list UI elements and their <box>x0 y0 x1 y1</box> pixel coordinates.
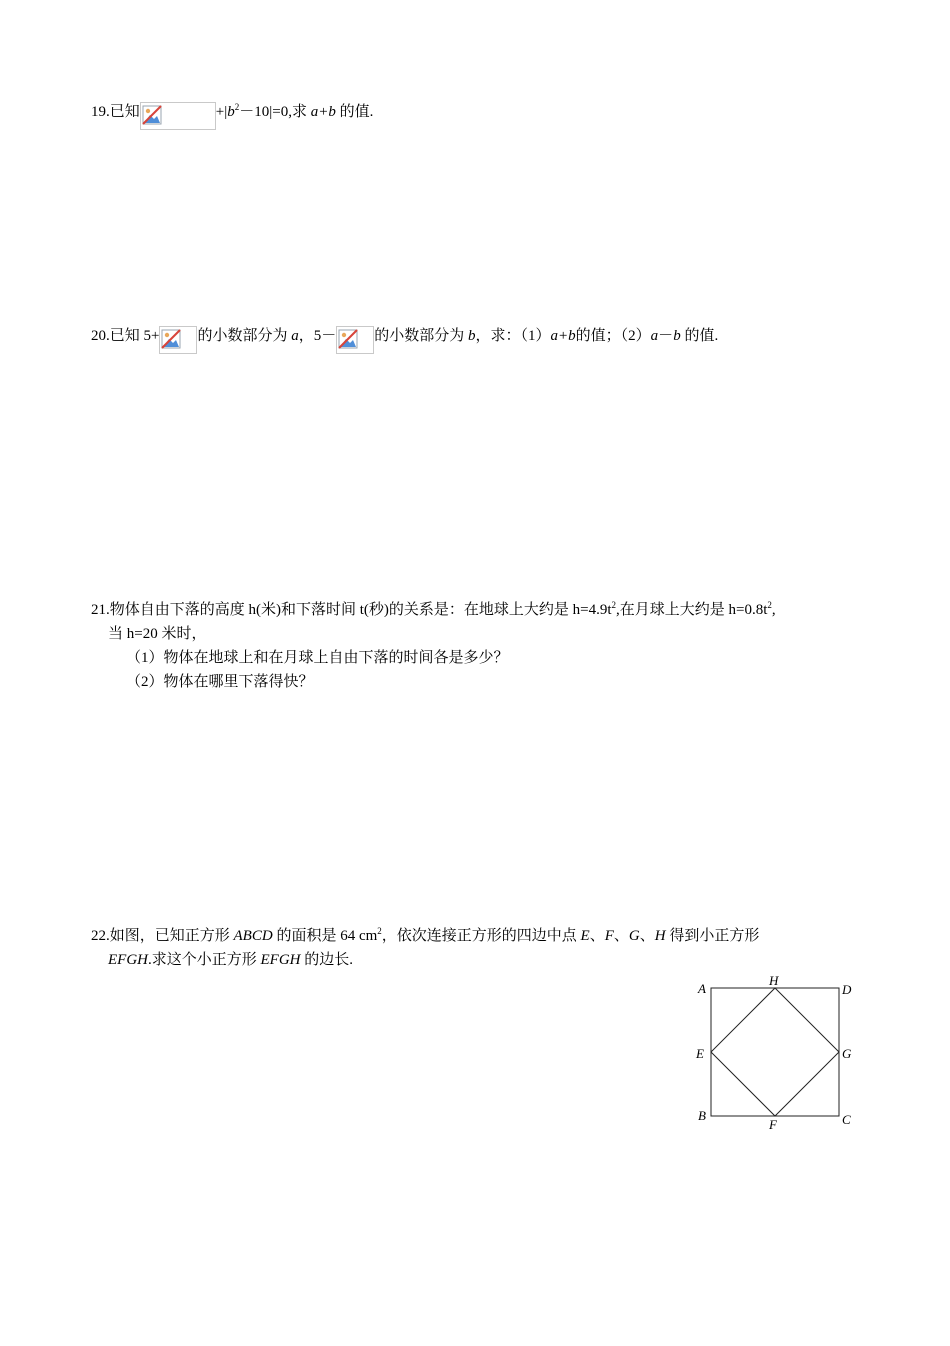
q21-line-1: 21.物体自由下落的高度 h(米)和下落时间 t(秒)的关系是：在地球上大约是 $h=4.9t^2$,在月球上大约是 $h=0.8t^2$, <box>91 600 776 618</box>
q22-line-1: 22.如图，已知正方形 ABCD 的面积是 64 $cm^2$，依次连接正方形的四边中点 E、F、G、H 得到小正方形 <box>91 926 760 944</box>
broken-image-placeholder <box>140 102 216 130</box>
broken-image-icon <box>142 105 162 125</box>
label-a: A <box>698 981 706 996</box>
broken-image-icon <box>161 329 181 349</box>
broken-image-placeholder <box>159 326 197 354</box>
question-20: 20.已知 5+ 的小数部分为 a，5－ 的小数部分为 b，求：（1）a+b的值；（2）a－b 的值. <box>91 324 718 354</box>
q21-sub-2: （2）物体在哪里下落得快？ <box>126 674 314 690</box>
question-22 <box>91 924 759 972</box>
label-f: F <box>769 1117 777 1132</box>
q19-prefix: 19.已知 <box>91 104 140 120</box>
broken-image-placeholder <box>336 326 374 354</box>
label-e: E <box>696 1046 704 1061</box>
inner-square-efgh <box>711 988 839 1116</box>
label-h: H <box>769 973 779 988</box>
label-c: C <box>842 1112 851 1127</box>
outer-square-abcd <box>711 988 839 1116</box>
question-21 <box>91 598 776 694</box>
label-d: D <box>842 982 852 997</box>
q21-line-2: 当 h=20 米时， <box>108 626 207 642</box>
q22-line-2: EFGH.求这个小正方形 EFGH 的边长. <box>108 952 354 968</box>
label-b: B <box>698 1108 706 1123</box>
question-19: 19.已知 $+|b^2-10|=0$,求 a+b 的值. <box>91 100 373 130</box>
label-g: G <box>842 1046 852 1061</box>
broken-image-icon <box>338 329 358 349</box>
q21-sub-1: （1）物体在地球上和在月球上自由下落的时间各是多少？ <box>126 650 509 666</box>
square-figure <box>692 972 864 1132</box>
